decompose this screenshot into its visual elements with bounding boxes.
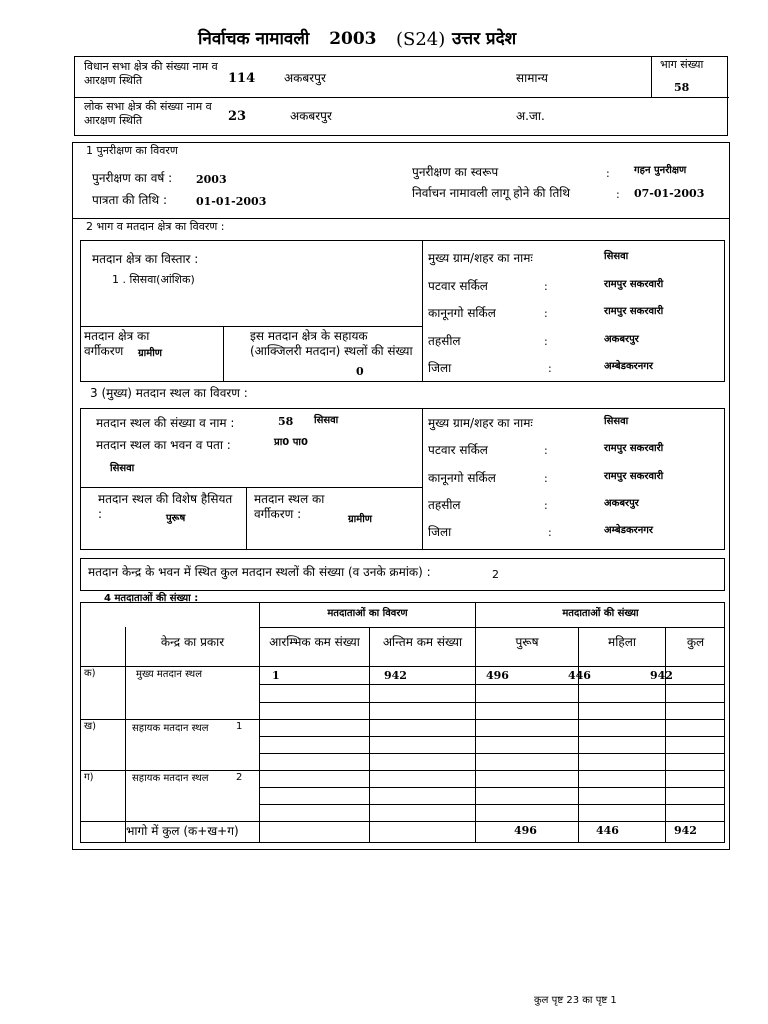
s2-tehsil-label: तहसील bbox=[428, 334, 461, 348]
page-footer: कुल पृष्ट 23 का पृष्ट 1 bbox=[534, 995, 617, 1006]
station-class-label: मतदान स्थल का वर्गीकरण : bbox=[254, 492, 325, 521]
parliament-name: अकबरपुर bbox=[290, 109, 332, 123]
station-class-value: ग्रामीण bbox=[348, 514, 373, 525]
header-voter-counts: मतदाताओं की संख्या bbox=[562, 608, 639, 619]
s3-tehsil-value: अकबरपुर bbox=[604, 498, 639, 509]
total-female: 446 bbox=[596, 824, 619, 837]
area-extent-value: 1 . सिसवा(आंशिक) bbox=[112, 273, 195, 286]
row-aux-number: 1 bbox=[236, 721, 243, 732]
station-special-value: पुरूष bbox=[166, 513, 186, 524]
aux-count-label: इस मतदान क्षेत्र के सहायक (आक्जिलरी मतदान) स्थलों की संख्या bbox=[250, 329, 413, 358]
revision-type-label: पुनरीक्षण का स्वरूप bbox=[412, 165, 499, 179]
row-total: 942 bbox=[650, 669, 673, 682]
assembly-label: विधान सभा क्षेत्र की संख्या नाम व आरक्षण स्थिति bbox=[84, 60, 218, 87]
s3-kanungo-value: रामपुर सकरवारी bbox=[604, 471, 664, 482]
row-end-serial: 942 bbox=[384, 669, 407, 682]
station-building-label: मतदान स्थल का भवन व पता : bbox=[96, 438, 231, 452]
station-count-value: 2 bbox=[492, 568, 499, 581]
revision-year-value: 2003 bbox=[196, 173, 227, 186]
s3-patwari-label: पटवार सर्किल bbox=[428, 443, 488, 457]
s2-kanungo-value: रामपुर सकरवारी bbox=[604, 306, 664, 317]
s3-district-colon: : bbox=[548, 526, 552, 539]
revision-year-label: पुनरीक्षण का वर्ष : bbox=[92, 171, 173, 185]
s2-village-value: सिसवा bbox=[604, 251, 629, 262]
s3-district-value: अम्बेडकरनगर bbox=[604, 525, 653, 536]
s3-village-value: सिसवा bbox=[604, 416, 629, 427]
row-female: 446 bbox=[568, 669, 591, 682]
qualifying-date-value: 01-01-2003 bbox=[196, 195, 267, 208]
assembly-name: अकबरपुर bbox=[284, 71, 326, 85]
header-male: पुरूष bbox=[515, 635, 539, 649]
row-centre-type: सहायक मतदान स्थल bbox=[132, 773, 209, 784]
station-name-value: सिसवा bbox=[314, 415, 339, 426]
aux-count-value: 0 bbox=[356, 365, 364, 378]
area-class-label: मतदान क्षेत्र का वर्गीकरण bbox=[84, 329, 150, 358]
publication-date-value: 07-01-2003 bbox=[634, 187, 705, 200]
s3-tehsil-colon: : bbox=[544, 499, 548, 512]
station-building-value: प्रा0 पा0 bbox=[274, 437, 308, 448]
s2-patwari-label: पटवार सर्किल bbox=[428, 279, 488, 293]
section4-heading: 4 मतदाताओं की संख्या : bbox=[104, 593, 199, 604]
s2-tehsil-colon: : bbox=[544, 335, 548, 348]
total-total: 942 bbox=[674, 824, 697, 837]
area-class-value: ग्रामीण bbox=[138, 348, 163, 359]
revision-type-colon: : bbox=[606, 167, 610, 180]
header-start-serial: आरम्भिक कम संख्या bbox=[269, 635, 360, 649]
s3-tehsil-label: तहसील bbox=[428, 498, 461, 512]
s2-tehsil-value: अकबरपुर bbox=[604, 334, 639, 345]
title-year: 2003 bbox=[329, 29, 377, 49]
publication-date-colon: : bbox=[616, 188, 620, 201]
s2-kanungo-colon: : bbox=[544, 307, 548, 320]
title-main: निर्वाचक नामावली bbox=[198, 29, 310, 49]
section2-heading: 2 भाग व मतदान क्षेत्र का विवरण : bbox=[86, 220, 225, 233]
station-special-label: मतदान स्थल की विशेष हैसियत : bbox=[98, 492, 233, 521]
s2-kanungo-label: कानूनगो सर्किल bbox=[428, 306, 496, 320]
row-mark: ग) bbox=[84, 772, 94, 783]
s2-district-label: जिला bbox=[428, 361, 452, 375]
s2-district-value: अम्बेडकरनगर bbox=[604, 361, 653, 372]
total-row-label: भागो में कुल (क+ख+ग) bbox=[126, 824, 239, 838]
s3-kanungo-label: कानूनगो सर्किल bbox=[428, 471, 496, 485]
parliament-number: 23 bbox=[228, 109, 247, 124]
document-title bbox=[198, 31, 377, 48]
row-aux-number: 2 bbox=[236, 772, 243, 783]
row-mark: ख) bbox=[84, 721, 97, 732]
s2-patwari-colon: : bbox=[544, 280, 548, 293]
qualifying-date-label: पात्रता की तिथि : bbox=[92, 193, 168, 207]
row-start-serial: 1 bbox=[272, 669, 280, 682]
s2-district-colon: : bbox=[548, 362, 552, 375]
station-address-value: सिसवा bbox=[110, 463, 135, 474]
section3-heading: 3 (मुख्य) मतदान स्थल का विवरण : bbox=[90, 386, 248, 400]
row-centre-type: सहायक मतदान स्थल bbox=[132, 723, 209, 734]
header-centre-type: केन्द्र का प्रकार bbox=[160, 635, 225, 649]
header-voter-details: मतदाताओं का विवरण bbox=[327, 608, 408, 619]
header-total: कुल bbox=[686, 635, 705, 649]
row-male: 496 bbox=[486, 669, 509, 682]
s2-patwari-value: रामपुर सकरवारी bbox=[604, 279, 664, 290]
parliament-reservation: अ.जा. bbox=[516, 109, 545, 123]
s3-patwari-value: रामपुर सकरवारी bbox=[604, 443, 664, 454]
title-code: (S24) bbox=[396, 29, 446, 50]
part-number: 58 bbox=[674, 81, 690, 94]
header-female: महिला bbox=[608, 635, 636, 649]
station-number-value: 58 bbox=[278, 415, 294, 428]
assembly-number: 114 bbox=[228, 71, 256, 86]
s3-kanungo-colon: : bbox=[544, 472, 548, 485]
parliament-label: लोक सभा क्षेत्र की संख्या नाम व आरक्षण स्थिति bbox=[84, 100, 212, 127]
s3-patwari-colon: : bbox=[544, 444, 548, 457]
area-extent-label: मतदान क्षेत्र का विस्तार : bbox=[92, 252, 199, 266]
revision-type-value: गहन पुनरीक्षण bbox=[634, 165, 687, 176]
publication-date-label: निर्वाचन नामावली लागू होने की तिथि bbox=[412, 186, 571, 200]
section1-heading: 1 पुनरीक्षण का विवरण bbox=[86, 144, 178, 157]
row-centre-type: मुख्य मतदान स्थल bbox=[136, 669, 202, 680]
s3-village-label: मुख्य ग्राम/शहर का नामः bbox=[428, 416, 533, 430]
header-end-serial: अन्तिम कम संख्या bbox=[382, 635, 463, 649]
assembly-reservation: सामान्य bbox=[516, 71, 549, 85]
total-male: 496 bbox=[514, 824, 537, 837]
title-state: उत्तर प्रदेश bbox=[452, 29, 517, 49]
row-mark: क) bbox=[84, 668, 96, 679]
s2-village-label: मुख्य ग्राम/शहर का नामः bbox=[428, 251, 533, 265]
s3-district-label: जिला bbox=[428, 525, 452, 539]
station-count-label: मतदान केन्द्र के भवन में स्थित कुल मतदान स्थलों की संख्या (व उनके क्रमांक) : bbox=[88, 565, 431, 579]
station-number-label: मतदान स्थल की संख्या व नाम : bbox=[96, 416, 235, 430]
part-label: भाग संख्या bbox=[660, 58, 704, 71]
